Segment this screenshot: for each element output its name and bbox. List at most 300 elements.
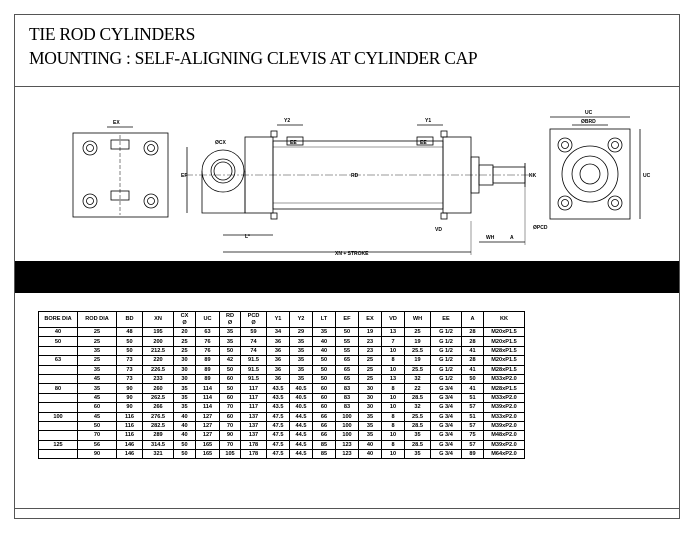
table-cell: 80 xyxy=(39,384,78,393)
table-cell: 260 xyxy=(143,384,174,393)
table-cell: 220 xyxy=(143,356,174,365)
table-cell: 44.5 xyxy=(290,431,313,440)
table-cell: 40 xyxy=(359,450,382,459)
table-cell: 123 xyxy=(336,440,359,449)
table-cell: 8 xyxy=(382,412,405,421)
column-header-symbol: Ø xyxy=(182,319,187,326)
table-row xyxy=(39,421,525,430)
table-cell: 23 xyxy=(359,337,382,346)
table-cell: 105 xyxy=(220,450,241,459)
table-cell: 50 xyxy=(313,365,336,374)
table-cell: G 3/4 xyxy=(431,421,462,430)
table-cell: 57 xyxy=(462,440,484,449)
table-cell: 22 xyxy=(405,384,431,393)
column-header-symbol: Ø xyxy=(251,319,256,326)
table-cell: 116 xyxy=(117,431,143,440)
table-cell: 7 xyxy=(382,337,405,346)
table-cell: 50 xyxy=(462,374,484,383)
table-cell: M39xP2.0 xyxy=(484,403,525,412)
label-y2: Y2 xyxy=(284,118,291,124)
table-cell: 233 xyxy=(143,374,174,383)
table-cell: 90 xyxy=(117,403,143,412)
table-cell: 35 xyxy=(359,431,382,440)
table-cell: 41 xyxy=(462,365,484,374)
label-kk: KK xyxy=(529,173,537,179)
table-cell: 76 xyxy=(196,346,220,355)
table-row xyxy=(39,384,525,393)
table-cell: 30 xyxy=(359,393,382,402)
table-cell: 60 xyxy=(220,393,241,402)
table-cell: 117 xyxy=(241,403,267,412)
table-cell: G 3/4 xyxy=(431,403,462,412)
table-header-row xyxy=(39,312,525,328)
column-header-label: BD xyxy=(125,316,134,323)
table-cell: 35 xyxy=(290,346,313,355)
label-cx: ØCX xyxy=(215,140,226,146)
table-cell: 25 xyxy=(359,356,382,365)
table-cell: 74 xyxy=(241,346,267,355)
table-cell: 29 xyxy=(290,328,313,337)
table-cell xyxy=(39,403,78,412)
column-header-label: BORE DIA xyxy=(44,316,72,323)
table-cell: 35 xyxy=(290,356,313,365)
table-cell: 50 xyxy=(220,384,241,393)
table-cell: 35 xyxy=(174,393,196,402)
table-cell: M28xP1.5 xyxy=(484,346,525,355)
table-cell: 83 xyxy=(336,403,359,412)
table-cell: 47.5 xyxy=(267,421,290,430)
table-cell: 28.5 xyxy=(405,393,431,402)
table-cell: 70 xyxy=(220,440,241,449)
table-cell: 8 xyxy=(382,356,405,365)
table-cell: 100 xyxy=(39,412,78,421)
table-cell: 30 xyxy=(174,374,196,383)
table-cell: 60 xyxy=(313,403,336,412)
table-cell: 282.5 xyxy=(143,421,174,430)
table-cell: M48xP2.0 xyxy=(484,431,525,440)
table-cell: 32 xyxy=(405,374,431,383)
table-cell: 43.5 xyxy=(267,384,290,393)
table-cell: 90 xyxy=(117,393,143,402)
table-cell: 41 xyxy=(462,384,484,393)
table-cell: 25 xyxy=(174,337,196,346)
table-cell: 50 xyxy=(220,365,241,374)
table-cell: M33xP2.0 xyxy=(484,393,525,402)
table-cell: 65 xyxy=(336,374,359,383)
column-header-label: CX xyxy=(180,313,189,319)
table-cell xyxy=(39,365,78,374)
label-ee-cap: EE xyxy=(290,140,297,146)
table-cell: 44.5 xyxy=(290,450,313,459)
label-ef: EF xyxy=(181,173,188,179)
table-cell: 50 xyxy=(313,374,336,383)
table-cell: 47.5 xyxy=(267,450,290,459)
table-cell: 48 xyxy=(117,328,143,337)
table-cell: 137 xyxy=(241,412,267,421)
table-cell: 165 xyxy=(196,450,220,459)
table-cell: 40 xyxy=(174,421,196,430)
table-cell: 42 xyxy=(220,356,241,365)
column-header-label: ROD DIA xyxy=(85,316,109,323)
table-cell: 20 xyxy=(174,328,196,337)
column-header-label: PCD xyxy=(247,313,260,319)
table-cell: 57 xyxy=(462,403,484,412)
table-cell: 36 xyxy=(267,365,290,374)
table-cell: 90 xyxy=(78,450,117,459)
table-cell: 44.5 xyxy=(290,440,313,449)
table-cell: 50 xyxy=(117,337,143,346)
table-cell: 100 xyxy=(336,431,359,440)
table-cell: M39xP2.0 xyxy=(484,421,525,430)
column-header xyxy=(117,312,143,328)
label-l: L* xyxy=(245,234,250,240)
table-cell: G 1/2 xyxy=(431,374,462,383)
table-cell: 25.5 xyxy=(405,346,431,355)
table-cell: 90 xyxy=(220,431,241,440)
table-cell: 125 xyxy=(39,440,78,449)
table-cell: 195 xyxy=(143,328,174,337)
column-header xyxy=(241,312,267,328)
table-cell: 123 xyxy=(336,450,359,459)
table-cell: 60 xyxy=(313,384,336,393)
table-cell: 321 xyxy=(143,450,174,459)
table-cell: 35 xyxy=(220,328,241,337)
table-body xyxy=(39,328,525,459)
table-cell: 25 xyxy=(359,374,382,383)
table-cell: 40 xyxy=(359,440,382,449)
table-cell: 10 xyxy=(382,450,405,459)
table-cell: 35 xyxy=(78,365,117,374)
label-wh: WH xyxy=(486,235,495,241)
table-cell: 70 xyxy=(78,431,117,440)
table-cell: 28 xyxy=(462,337,484,346)
table-cell: 60 xyxy=(78,403,117,412)
table-row xyxy=(39,431,525,440)
table-cell: 137 xyxy=(241,431,267,440)
column-header-label: Y2 xyxy=(297,316,305,323)
table-cell: 55 xyxy=(336,337,359,346)
table-cell: 91.5 xyxy=(241,356,267,365)
table-cell: 43.5 xyxy=(267,403,290,412)
table-cell: G 3/4 xyxy=(431,431,462,440)
table-cell: 10 xyxy=(382,346,405,355)
table-cell: 100 xyxy=(336,421,359,430)
table-cell: 65 xyxy=(336,356,359,365)
title-line-2: MOUNTING : SELF-ALIGNING CLEVIS AT CYLINDER CAP xyxy=(29,48,478,68)
table-cell: 89 xyxy=(196,365,220,374)
table-cell: 91.5 xyxy=(241,374,267,383)
table-cell: 114 xyxy=(196,393,220,402)
table-cell: 114 xyxy=(196,403,220,412)
column-header xyxy=(336,312,359,328)
table-cell: 65 xyxy=(336,365,359,374)
column-header xyxy=(196,312,220,328)
table-cell: 35 xyxy=(290,337,313,346)
label-pcd: ØPCD xyxy=(533,225,548,231)
table-cell: 28.5 xyxy=(405,440,431,449)
table-cell: 127 xyxy=(196,431,220,440)
table-cell: 8 xyxy=(382,421,405,430)
table-cell: 8 xyxy=(382,440,405,449)
table-cell: 40 xyxy=(313,337,336,346)
label-ex: EX xyxy=(113,120,120,126)
table-cell: 63 xyxy=(39,356,78,365)
table-cell: 127 xyxy=(196,421,220,430)
dimension-table xyxy=(38,311,525,459)
section-band xyxy=(15,261,679,293)
table-cell: G 1/2 xyxy=(431,337,462,346)
table-cell: M20xP1.5 xyxy=(484,328,525,337)
column-header xyxy=(484,312,525,328)
table-cell xyxy=(39,346,78,355)
table-cell: 212.5 xyxy=(143,346,174,355)
table-cell: 89 xyxy=(462,450,484,459)
table-cell: 66 xyxy=(313,421,336,430)
table-cell: 47.5 xyxy=(267,431,290,440)
table-cell: 116 xyxy=(117,421,143,430)
table-cell: 30 xyxy=(174,356,196,365)
table-cell xyxy=(39,374,78,383)
table-row xyxy=(39,412,525,421)
table-cell: 10 xyxy=(382,365,405,374)
table-cell: 35 xyxy=(359,421,382,430)
table-cell: 36 xyxy=(267,374,290,383)
label-brd: ØBRD xyxy=(581,119,596,125)
column-header xyxy=(174,312,196,328)
table-cell: 35 xyxy=(220,337,241,346)
table-cell: 51 xyxy=(462,393,484,402)
table-row xyxy=(39,365,525,374)
table-cell: 35 xyxy=(78,384,117,393)
table-cell: 146 xyxy=(117,440,143,449)
column-header-label: Y1 xyxy=(274,316,282,323)
column-header-symbol: Ø xyxy=(227,319,233,326)
table-cell xyxy=(39,421,78,430)
table-cell: 200 xyxy=(143,337,174,346)
table-cell: 59 xyxy=(241,328,267,337)
table-cell: 276.5 xyxy=(143,412,174,421)
table-cell: 76 xyxy=(196,337,220,346)
column-header-label: A xyxy=(470,316,475,323)
column-header xyxy=(359,312,382,328)
table-cell: 83 xyxy=(336,384,359,393)
table-cell: 10 xyxy=(382,393,405,402)
label-y1: Y1 xyxy=(425,118,432,124)
table-row xyxy=(39,328,525,337)
table-cell: G 3/4 xyxy=(431,450,462,459)
divider-bottom xyxy=(15,508,679,509)
column-header-label: XN xyxy=(154,316,162,323)
table-row xyxy=(39,374,525,383)
table-cell: 23 xyxy=(359,346,382,355)
table-cell: 85 xyxy=(313,450,336,459)
title-line-1: TIE ROD CYLINDERS xyxy=(29,24,196,44)
column-header xyxy=(143,312,174,328)
table-cell: G 3/4 xyxy=(431,393,462,402)
table-cell: G 1/2 xyxy=(431,328,462,337)
table-cell: 165 xyxy=(196,440,220,449)
table-row xyxy=(39,393,525,402)
table-cell: 85 xyxy=(313,440,336,449)
table-cell: 50 xyxy=(117,346,143,355)
table-row xyxy=(39,440,525,449)
table-cell: 30 xyxy=(359,384,382,393)
label-uc-side: UC xyxy=(643,173,651,179)
table-cell: 60 xyxy=(220,374,241,383)
table-cell: 66 xyxy=(313,412,336,421)
table-row xyxy=(39,346,525,355)
column-header xyxy=(220,312,241,328)
table-cell: 36 xyxy=(267,356,290,365)
label-rd: RD xyxy=(351,173,359,179)
table-cell: 43.5 xyxy=(267,393,290,402)
table-cell: 25 xyxy=(78,356,117,365)
table-cell: 19 xyxy=(359,328,382,337)
technical-drawing xyxy=(45,95,655,270)
table-cell: 50 xyxy=(336,328,359,337)
table-cell: 28.5 xyxy=(405,421,431,430)
table-cell: 41 xyxy=(462,346,484,355)
table-cell: 35 xyxy=(290,365,313,374)
column-header-label: WH xyxy=(412,316,423,323)
column-header-label: UC xyxy=(203,316,212,323)
table-cell: 60 xyxy=(313,393,336,402)
table-cell: 44.5 xyxy=(290,421,313,430)
table-cell: 117 xyxy=(241,384,267,393)
table-cell: 40.5 xyxy=(290,393,313,402)
table-row xyxy=(39,450,525,459)
table-cell: 73 xyxy=(117,356,143,365)
table-cell: G 3/4 xyxy=(431,440,462,449)
table-cell: 34 xyxy=(267,328,290,337)
table-cell: G 3/4 xyxy=(431,384,462,393)
table-cell: 35 xyxy=(174,403,196,412)
table-cell: 40 xyxy=(313,346,336,355)
table-cell: 56 xyxy=(78,440,117,449)
table-cell: 57 xyxy=(462,421,484,430)
table-cell: 178 xyxy=(241,450,267,459)
table-cell: 314.5 xyxy=(143,440,174,449)
label-xn-stroke: XN + STROKE xyxy=(335,251,369,257)
table-cell: 262.5 xyxy=(143,393,174,402)
table-cell: 50 xyxy=(220,346,241,355)
table-cell: 178 xyxy=(241,440,267,449)
table-cell: M20xP1.5 xyxy=(484,337,525,346)
column-header-label: LT xyxy=(320,316,328,323)
column-header xyxy=(462,312,484,328)
column-header-label: VD xyxy=(389,316,397,323)
table-cell: 66 xyxy=(313,431,336,440)
table-cell: 50 xyxy=(174,440,196,449)
table-cell: 289 xyxy=(143,431,174,440)
table-cell: 83 xyxy=(336,393,359,402)
table-cell: 114 xyxy=(196,384,220,393)
column-header xyxy=(78,312,117,328)
table-cell: 91.5 xyxy=(241,365,267,374)
table-cell: 35 xyxy=(313,328,336,337)
table-cell: 70 xyxy=(220,421,241,430)
table-cell: 40 xyxy=(174,431,196,440)
table-cell: M39xP2.0 xyxy=(484,440,525,449)
table-cell: 25.5 xyxy=(405,365,431,374)
table-cell: 35 xyxy=(78,346,117,355)
table-cell: 117 xyxy=(241,393,267,402)
table-cell: 127 xyxy=(196,412,220,421)
table-cell: M33xP2.0 xyxy=(484,412,525,421)
table-cell: 36 xyxy=(267,346,290,355)
table-cell: M64xP2.0 xyxy=(484,450,525,459)
table-cell xyxy=(39,450,78,459)
table-cell: M28xP1.5 xyxy=(484,365,525,374)
table-cell: 100 xyxy=(336,412,359,421)
table-cell: 146 xyxy=(117,450,143,459)
table-cell: 75 xyxy=(462,431,484,440)
label-ee-head: EE xyxy=(420,140,427,146)
table-cell: 63 xyxy=(196,328,220,337)
table-cell: G 1/2 xyxy=(431,346,462,355)
divider-top xyxy=(15,86,679,87)
table-cell: 40 xyxy=(39,328,78,337)
table-cell: 44.5 xyxy=(290,412,313,421)
table-cell: 60 xyxy=(220,412,241,421)
table-cell: 50 xyxy=(174,450,196,459)
table-cell: 47.5 xyxy=(267,412,290,421)
table-cell: 35 xyxy=(290,374,313,383)
table-cell: 45 xyxy=(78,412,117,421)
table-cell: 25 xyxy=(174,346,196,355)
table-cell: 30 xyxy=(359,403,382,412)
column-header-label: EE xyxy=(442,316,450,323)
table-cell: 40 xyxy=(174,412,196,421)
table-cell xyxy=(39,393,78,402)
table-cell: G 3/4 xyxy=(431,412,462,421)
table-cell: 35 xyxy=(405,450,431,459)
table-cell: G 1/2 xyxy=(431,356,462,365)
table-cell: 19 xyxy=(405,337,431,346)
table-cell: 40.5 xyxy=(290,403,313,412)
table-cell: 89 xyxy=(196,356,220,365)
table-cell: 116 xyxy=(117,412,143,421)
table-cell: 10 xyxy=(382,403,405,412)
table-cell: 74 xyxy=(241,337,267,346)
table-cell: 35 xyxy=(174,384,196,393)
table-cell: 266 xyxy=(143,403,174,412)
table-cell: 8 xyxy=(382,384,405,393)
label-uc-top: UC xyxy=(585,110,593,116)
table-cell: 30 xyxy=(174,365,196,374)
table-row xyxy=(39,337,525,346)
table-cell: 50 xyxy=(313,356,336,365)
column-header xyxy=(405,312,431,328)
table-cell: 25 xyxy=(78,328,117,337)
column-header-label: KK xyxy=(499,316,509,323)
table-cell: 45 xyxy=(78,393,117,402)
column-header-label: RD xyxy=(225,313,235,319)
table-cell: 36 xyxy=(267,337,290,346)
table-row xyxy=(39,356,525,365)
datasheet-frame xyxy=(14,14,680,519)
table-cell: 35 xyxy=(359,412,382,421)
column-header xyxy=(290,312,313,328)
table-cell: 19 xyxy=(405,356,431,365)
table-cell: M28xP1.5 xyxy=(484,384,525,393)
table-cell: 28 xyxy=(462,356,484,365)
column-header-label: EX xyxy=(366,316,374,323)
table-cell: 50 xyxy=(78,421,117,430)
table-cell: 50 xyxy=(39,337,78,346)
table-cell: 55 xyxy=(336,346,359,355)
column-header xyxy=(382,312,405,328)
